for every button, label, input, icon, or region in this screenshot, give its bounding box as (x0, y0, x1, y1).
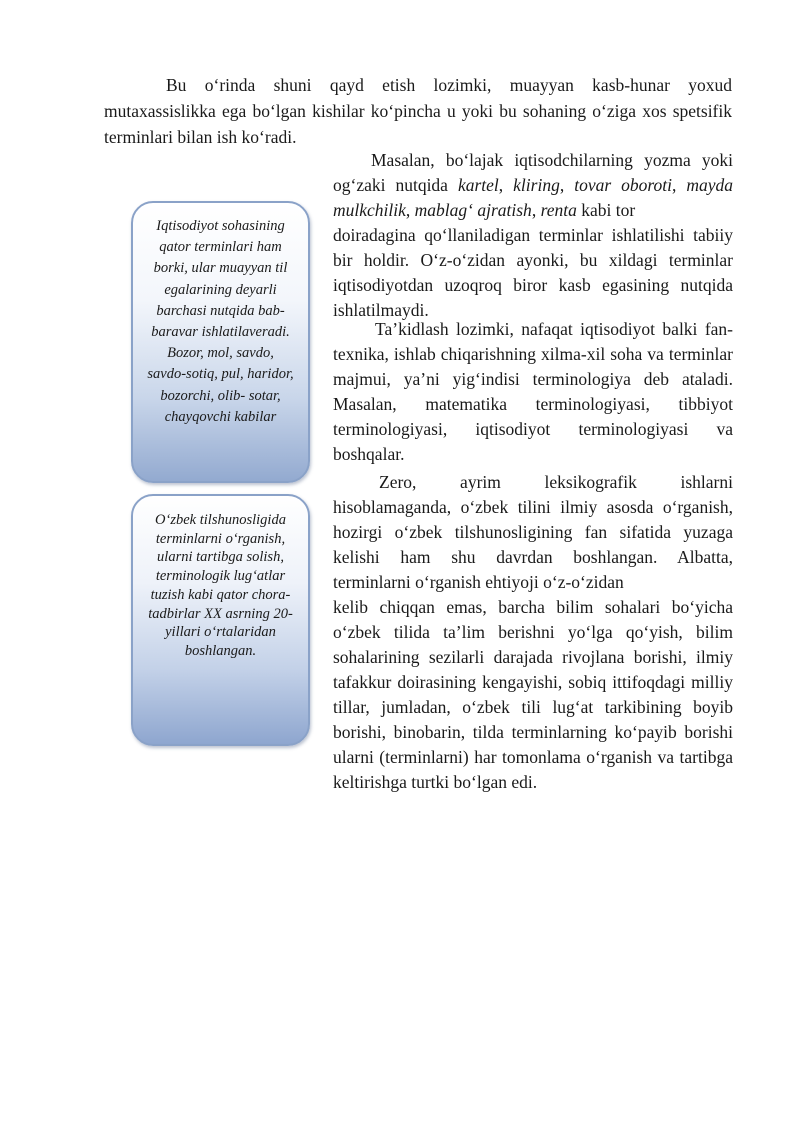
term-tovar-oboroti: tovar oboroti (574, 175, 673, 195)
paragraph-uzbek-linguistics-cont: kelib chiqqan emas, barcha bilim sohalari bo‘yicha o‘zbek tilida ta’lim berishni yo‘lga qo‘yish, bilim sohalarining sezilarli darajada rivojlana borishi, ilmiy tafakkur doirasining kengayishi, sobiq ittifoqdagi milliy tillar, jumladan, o‘zbek tili lug‘at tarkibining boyib borishi, binobarin, tilda terminlarning ko‘payib borishi ularni (terminlarni) har tomonlama o‘rganish va tartibga keltirishga turtki bo‘lgan edi. (333, 597, 733, 792)
paragraph-economics-terms-cont: doiradagina qo‘llaniladigan terminlar ishlatilishi tabiiy bir holdir. O‘z-o‘zidan ayonki, bu xildagi terminlar iqtisodiyotdan uzoqroq biror kasb egasining nutqida ishlatilmaydi. (333, 225, 733, 320)
p1-tail: kabi tor (576, 200, 636, 220)
callout-text-economics-terms: Iqtisodiyot sohasining qator terminlari ham borki, ular muayyan til egalarining deyarli barchasi nutqida bab- baravar ishlatilaveradi. Bozor, mol, savdo, savdo-sotiq, pul, haridor, bozorchi, olib- sotar, chayqovchi kabilar (147, 218, 294, 425)
term-mablag-ajratish: mablag‘ ajratish (414, 200, 532, 220)
term-kartel: kartel (457, 175, 499, 195)
paragraph-terminology-definition: Ta’kidlash lozimki, nafaqat iqtisodiyot balki fan-texnika, ishlab chiqarishning xilma-xil soha va terminlar majmui, ya’ni yig‘indisi terminologiya deb ataladi. Masalan, matematika terminologiyasi, tibbiyot terminologiyasi, iqtisodiyot terminologiyasi va boshqalar. (333, 319, 733, 464)
callout-box-uzbek-terminology (131, 494, 310, 746)
paragraph-economics-terms: Masalan, bo‘lajak iqtisodchilarning yozma yoki og‘zaki nutqida kartel, kliring, tovar oboroti, mayda mulkchilik, mablag‘ ajratish, renta kabi tor (333, 150, 734, 220)
intro-paragraph (104, 72, 732, 150)
callout-box-economics-terms (131, 201, 310, 483)
paragraph-uzbek-linguistics: Zero, ayrim leksikografik ishlarni hisoblamaganda, o‘zbek tilini ilmiy asosda o‘rganish, hozirgi o‘zbek tilshunosligining fan sifatida yuzaga kelishi ham shu davrdan boshlangan. Albatta, terminlarni o‘rganish ehtiyoji o‘z-o‘zidan (333, 472, 733, 592)
p1-lead: Masalan, bo‘lajak iqtisodchilarning yozma yoki og‘zaki nutqida (333, 150, 733, 195)
term-renta: renta (540, 200, 577, 220)
intro-text: Bu o‘rinda shuni qayd etish lozimki, muayyan kasb-hunar yoxud mutaxassislikka ega bo‘lgan kishilar ko‘pincha u yoki bu sohaning o‘ziga xos spetsifik terminlari bilan ish ko‘radi. (104, 75, 732, 147)
term-mayda-mulkchilik: mayda mulkchilik (333, 175, 734, 220)
term-kliring: kliring (513, 175, 560, 195)
callout-text-uzbek-terminology: O‘zbek tilshunosligida terminlarni o‘rganish, ularni tartibga solish, terminologik lug‘atlar tuzish kabi qator chora- tadbirlar XX asrning 20-yillari o‘rtalaridan boshlangan. (148, 512, 293, 659)
